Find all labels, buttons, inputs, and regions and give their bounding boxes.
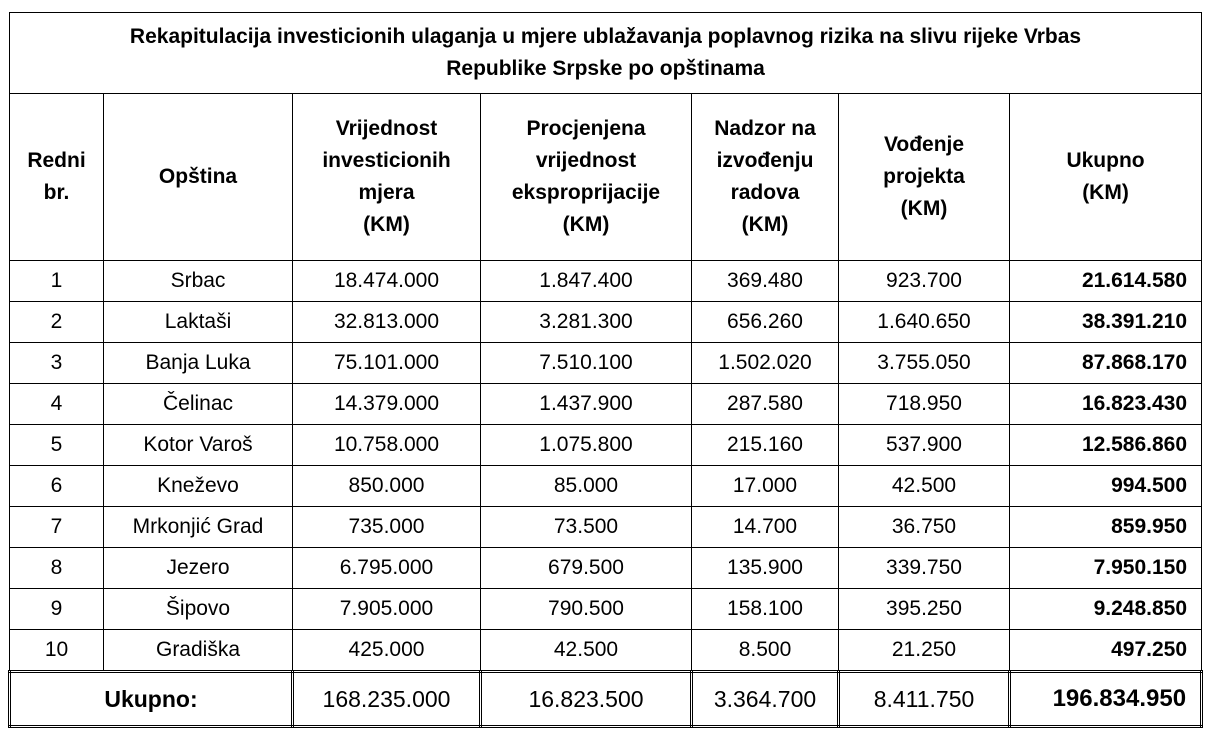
cell-total: 12.586.860 bbox=[1010, 425, 1202, 466]
cell-total: 21.614.580 bbox=[1010, 261, 1202, 302]
cell-expropriation: 85.000 bbox=[481, 466, 692, 507]
summary-expropriation: 16.823.500 bbox=[481, 672, 692, 727]
cell-municipality: Banja Luka bbox=[104, 343, 293, 384]
title-row bbox=[10, 13, 1202, 94]
cell-municipality: Kneževo bbox=[104, 466, 293, 507]
cell-municipality: Jezero bbox=[104, 548, 293, 589]
cell-expropriation: 1.075.800 bbox=[481, 425, 692, 466]
cell-management: 36.750 bbox=[839, 507, 1010, 548]
cell-management: 537.900 bbox=[839, 425, 1010, 466]
cell-investment: 425.000 bbox=[293, 630, 481, 672]
cell-supervision: 14.700 bbox=[692, 507, 839, 548]
cell-supervision: 215.160 bbox=[692, 425, 839, 466]
cell-total: 16.823.430 bbox=[1010, 384, 1202, 425]
header-investment: Vrijednost investicionih mjera (KM) bbox=[293, 94, 481, 261]
cell-municipality: Mrkonjić Grad bbox=[104, 507, 293, 548]
cell-expropriation: 3.281.300 bbox=[481, 302, 692, 343]
table-row bbox=[10, 302, 1202, 343]
cell-management: 42.500 bbox=[839, 466, 1010, 507]
cell-management: 3.755.050 bbox=[839, 343, 1010, 384]
cell-management: 718.950 bbox=[839, 384, 1010, 425]
cell-municipality: Srbac bbox=[104, 261, 293, 302]
cell-no: 3 bbox=[10, 343, 104, 384]
header-total: Ukupno (KM) bbox=[1010, 94, 1202, 261]
cell-investment: 6.795.000 bbox=[293, 548, 481, 589]
summary-row bbox=[10, 672, 1202, 727]
cell-no: 1 bbox=[10, 261, 104, 302]
table-row bbox=[10, 343, 1202, 384]
cell-investment: 10.758.000 bbox=[293, 425, 481, 466]
cell-total: 9.248.850 bbox=[1010, 589, 1202, 630]
cell-supervision: 17.000 bbox=[692, 466, 839, 507]
cell-investment: 75.101.000 bbox=[293, 343, 481, 384]
header-opstina: Opština bbox=[104, 94, 293, 261]
cell-no: 6 bbox=[10, 466, 104, 507]
table-row bbox=[10, 589, 1202, 630]
summary-investment: 168.235.000 bbox=[293, 672, 481, 727]
cell-investment: 850.000 bbox=[293, 466, 481, 507]
cell-no: 8 bbox=[10, 548, 104, 589]
cell-total: 859.950 bbox=[1010, 507, 1202, 548]
cell-no: 10 bbox=[10, 630, 104, 672]
cell-no: 4 bbox=[10, 384, 104, 425]
cell-no: 2 bbox=[10, 302, 104, 343]
cell-total: 7.950.150 bbox=[1010, 548, 1202, 589]
table-row bbox=[10, 425, 1202, 466]
table-row bbox=[10, 384, 1202, 425]
cell-expropriation: 7.510.100 bbox=[481, 343, 692, 384]
cell-supervision: 287.580 bbox=[692, 384, 839, 425]
cell-investment: 18.474.000 bbox=[293, 261, 481, 302]
cell-municipality: Laktaši bbox=[104, 302, 293, 343]
cell-total: 497.250 bbox=[1010, 630, 1202, 672]
cell-investment: 735.000 bbox=[293, 507, 481, 548]
cell-supervision: 8.500 bbox=[692, 630, 839, 672]
table-row bbox=[10, 507, 1202, 548]
cell-supervision: 369.480 bbox=[692, 261, 839, 302]
header-expropriation: Procjenjena vrijednost eksproprijacije (KM) bbox=[481, 94, 692, 261]
cell-management: 1.640.650 bbox=[839, 302, 1010, 343]
recap-table bbox=[8, 12, 1203, 728]
summary-total: 196.834.950 bbox=[1010, 672, 1202, 727]
table-row bbox=[10, 630, 1202, 672]
cell-expropriation: 679.500 bbox=[481, 548, 692, 589]
header-management: Vođenje projekta (KM) bbox=[839, 94, 1010, 261]
header-redni-br: Redni br. bbox=[10, 94, 104, 261]
cell-no: 9 bbox=[10, 589, 104, 630]
summary-management: 8.411.750 bbox=[839, 672, 1010, 727]
cell-investment: 32.813.000 bbox=[293, 302, 481, 343]
cell-management: 21.250 bbox=[839, 630, 1010, 672]
cell-total: 994.500 bbox=[1010, 466, 1202, 507]
cell-no: 7 bbox=[10, 507, 104, 548]
cell-no: 5 bbox=[10, 425, 104, 466]
table-title bbox=[10, 13, 1202, 94]
cell-management: 339.750 bbox=[839, 548, 1010, 589]
cell-management: 395.250 bbox=[839, 589, 1010, 630]
cell-municipality: Čelinac bbox=[104, 384, 293, 425]
cell-expropriation: 1.847.400 bbox=[481, 261, 692, 302]
cell-total: 87.868.170 bbox=[1010, 343, 1202, 384]
table-row bbox=[10, 466, 1202, 507]
cell-total: 38.391.210 bbox=[1010, 302, 1202, 343]
cell-supervision: 158.100 bbox=[692, 589, 839, 630]
cell-expropriation: 790.500 bbox=[481, 589, 692, 630]
table-row bbox=[10, 548, 1202, 589]
cell-expropriation: 1.437.900 bbox=[481, 384, 692, 425]
cell-municipality: Kotor Varoš bbox=[104, 425, 293, 466]
summary-supervision: 3.364.700 bbox=[692, 672, 839, 727]
cell-expropriation: 42.500 bbox=[481, 630, 692, 672]
cell-municipality: Gradiška bbox=[104, 630, 293, 672]
summary-label: Ukupno: bbox=[10, 672, 293, 727]
cell-expropriation: 73.500 bbox=[481, 507, 692, 548]
header-supervision: Nadzor na izvođenju radova (KM) bbox=[692, 94, 839, 261]
recap-table-container bbox=[8, 12, 1200, 728]
title-line-2: Republike Srpske po opštinama bbox=[446, 57, 765, 80]
cell-municipality: Šipovo bbox=[104, 589, 293, 630]
cell-investment: 14.379.000 bbox=[293, 384, 481, 425]
title-line-1: Rekapitulacija investicionih ulaganja u mjere ublažavanja poplavnog rizika na slivu rijeke Vrbas bbox=[129, 25, 1082, 48]
cell-supervision: 1.502.020 bbox=[692, 343, 839, 384]
table-row bbox=[10, 261, 1202, 302]
cell-management: 923.700 bbox=[839, 261, 1010, 302]
cell-investment: 7.905.000 bbox=[293, 589, 481, 630]
cell-supervision: 135.900 bbox=[692, 548, 839, 589]
header-row bbox=[10, 94, 1202, 261]
cell-supervision: 656.260 bbox=[692, 302, 839, 343]
